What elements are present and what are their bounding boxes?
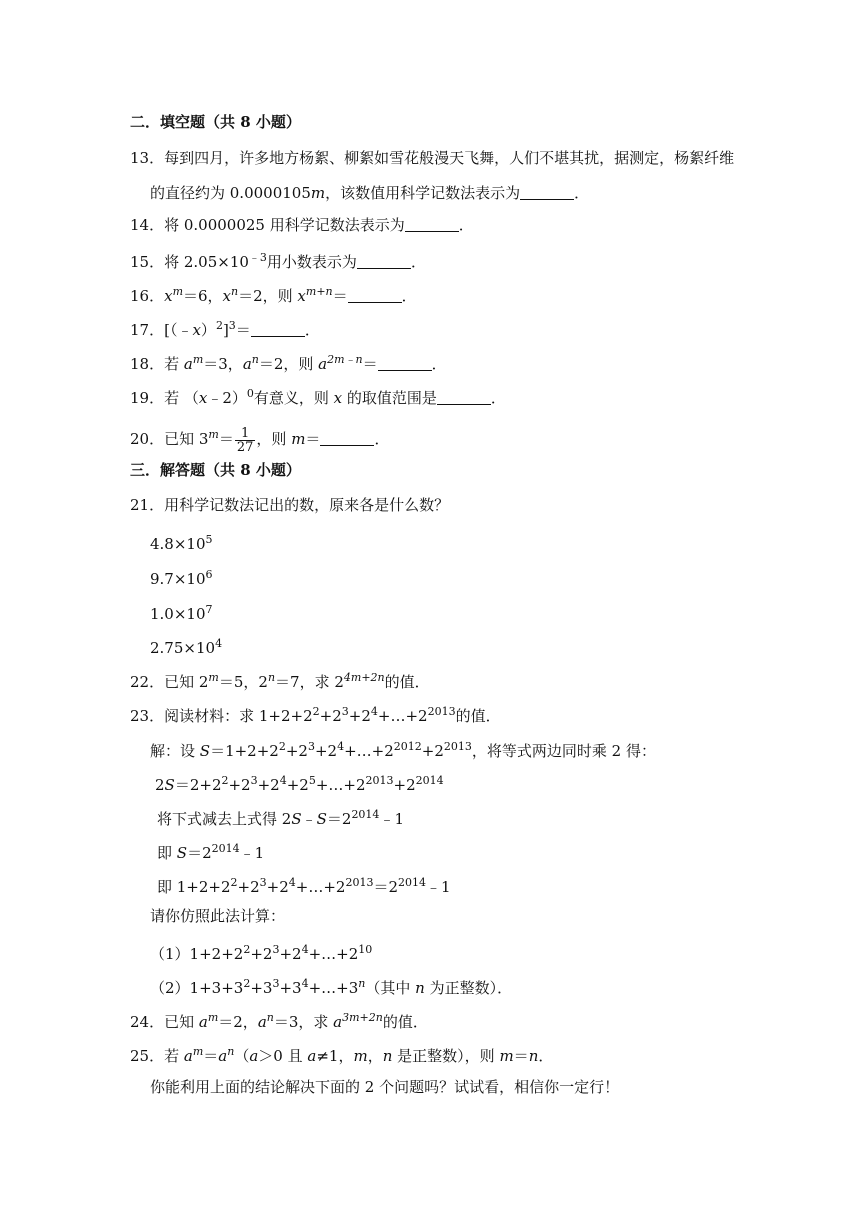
question-16: 16．$x^m=6$，$x^n=2$，则 $x^{m+n}=$ ． bbox=[130, 285, 417, 305]
q23-solution-line: 解：设 $S=1+2+2^2+2^3+2^4+\dots+2^{2012}+2^{2013}$，将等式两边同时乘 2 得： bbox=[150, 740, 656, 760]
question-23: 23．阅读材料：求 $1+2+2^2+2^3+2^4+\dots+2^{2013}$的值． bbox=[130, 705, 501, 725]
question-25-line-2: 你能利用上面的结论解决下面的 2 个问题吗？试试看，相信你一定行！ bbox=[150, 1078, 620, 1096]
question-17: 17．[（﹣x）$^2$]$^3$＝ ． bbox=[130, 319, 320, 339]
question-number: 20． bbox=[130, 430, 165, 448]
question-text: 每到四月，许多地方杨絮、柳絮如雪花般漫天飞舞，人们不堪其扰，据测定，杨絮纤维 bbox=[164, 149, 735, 167]
question-number: 22． bbox=[130, 673, 165, 691]
q23-line-6: 请你仿照此法计算： bbox=[150, 907, 286, 925]
answer-blank[interactable] bbox=[348, 288, 402, 303]
question-number: 19． bbox=[130, 389, 165, 407]
question-19: 19．若 （x﹣2）$^0$有意义，则 x 的取值范围是 ． bbox=[130, 387, 506, 407]
question-21: 21．用科学记数法记出的数，原来各是什么数？ bbox=[130, 496, 450, 514]
question-number: 14． bbox=[130, 216, 165, 234]
question-number: 23． bbox=[130, 707, 165, 725]
q21-item: $4.8\times 10^5$ bbox=[150, 533, 213, 553]
answer-blank[interactable] bbox=[437, 390, 491, 405]
q23-part-2: $(2)1+3+3^2+3^3+3^4+\dots+3^n$（其中 n 为正整数）． bbox=[150, 977, 513, 997]
question-24: 24．已知 $a^m=2$，$a^n=3$，求 $a^{3m+2n}$的值． bbox=[130, 1011, 428, 1031]
question-22: 22．已知 $2^m=5$，$2^n=7$，求 $2^{4m+2n}$的值． bbox=[130, 671, 430, 691]
question-number: 18． bbox=[130, 355, 165, 373]
q21-item: $2.75\times 10^4$ bbox=[150, 637, 223, 657]
answer-blank[interactable] bbox=[405, 217, 459, 232]
fraction: $\frac{1}{27}$ bbox=[236, 425, 254, 455]
question-number: 24． bbox=[130, 1013, 165, 1031]
question-13-line-1 bbox=[130, 148, 734, 168]
question-20: 20．已知 $3^m=$ $\frac{1}{27}$ ，则 m＝ ． bbox=[130, 425, 390, 455]
answer-blank[interactable] bbox=[320, 431, 374, 446]
question-number: 25． bbox=[130, 1047, 165, 1065]
question-15: 15．将 $2.05\times 10^{﹣3}$用小数表示为 ． bbox=[130, 251, 426, 271]
q23-part-1: $(1)1+2+2^2+2^3+2^4+\dots+2^{10}$ bbox=[150, 943, 373, 963]
question-number: 15． bbox=[130, 253, 165, 271]
q23-line-4: 即 $S=2^{2014}﹣1$ bbox=[157, 842, 265, 862]
question-25: 25．若 $a^m=a^n(a>0$ 且 a≠1，m，n 是正整数），则 m＝n． bbox=[130, 1045, 554, 1065]
question-13-line-2: 的直径约为 0.0000105m，该数值用科学记数法表示为 ． bbox=[150, 184, 590, 202]
q23-line-3: 将下式减去上式得 $2S﹣S=2^{2014}﹣1$ bbox=[157, 808, 404, 828]
question-number: 21． bbox=[130, 496, 165, 514]
answer-blank[interactable] bbox=[251, 322, 305, 337]
q23-line-5: 即 $1+2+2^2+2^3+2^4+\dots+2^{2013}=2^{2014}﹣1$ bbox=[157, 876, 451, 896]
answer-blank[interactable] bbox=[520, 185, 574, 200]
q21-item: $1.0\times 10^7$ bbox=[150, 603, 213, 623]
question-18: 18．若 $a^m=3$，$a^n=2$，则 $a^{2m﹣n}=$ ． bbox=[130, 353, 447, 373]
question-number: 16． bbox=[130, 287, 165, 305]
section-title-fill-in: 二．填空题（共 8 小题） bbox=[130, 113, 301, 131]
question-14: 14．将 0.0000025 用科学记数法表示为 ． bbox=[130, 216, 474, 234]
answer-blank[interactable] bbox=[378, 356, 432, 371]
q23-line-2: $2S=2+2^2+2^3+2^4+2^5+\dots+2^{2013}+2^{2014}$ bbox=[155, 774, 444, 794]
q21-item: $9.7\times 10^6$ bbox=[150, 568, 213, 588]
answer-blank[interactable] bbox=[357, 254, 411, 269]
question-number: 13． bbox=[130, 149, 165, 167]
section-title-answer: 三．解答题（共 8 小题） bbox=[130, 461, 301, 479]
question-number: 17． bbox=[130, 321, 165, 339]
